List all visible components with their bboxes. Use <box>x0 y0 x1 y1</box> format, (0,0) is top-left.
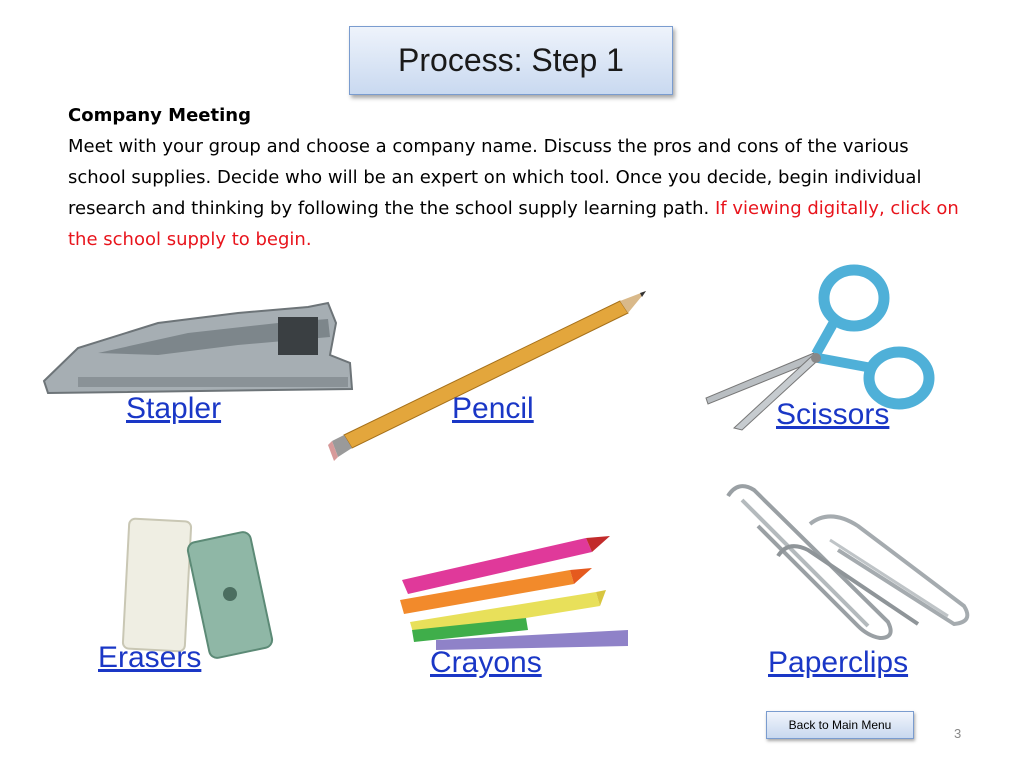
page-number: 3 <box>954 726 962 741</box>
instructions <box>68 100 968 255</box>
stapler-link[interactable]: Stapler <box>126 392 222 425</box>
pencil-image[interactable] <box>328 285 650 465</box>
slide-title: Process: Step 1 <box>398 42 624 78</box>
section-heading: Company Meeting <box>68 105 251 126</box>
instructions-body: Meet with your group and choose a company name. Discuss the pros and cons of the various school supplies. Decide who will be an expert on which tool. Once you decide, begin individual research and thinking by following the the school supply learning path. <box>68 136 922 219</box>
slide-title-box <box>349 26 673 95</box>
erasers-image[interactable] <box>120 516 280 661</box>
back-button-label: Back to Main Menu <box>788 718 892 732</box>
pencil-link[interactable]: Pencil <box>452 392 534 425</box>
instructions-highlight: If viewing digitally, click on the school supply to begin. <box>68 198 959 250</box>
stapler-image[interactable] <box>38 293 355 406</box>
crayons-link[interactable]: Crayons <box>430 646 542 679</box>
back-to-main-menu-button[interactable] <box>766 711 914 739</box>
crayons-image[interactable] <box>396 530 630 650</box>
scissors-link[interactable]: Scissors <box>776 398 890 431</box>
erasers-link[interactable]: Erasers <box>98 641 202 674</box>
paperclips-image[interactable] <box>718 476 974 642</box>
paperclips-link[interactable]: Paperclips <box>768 646 909 679</box>
